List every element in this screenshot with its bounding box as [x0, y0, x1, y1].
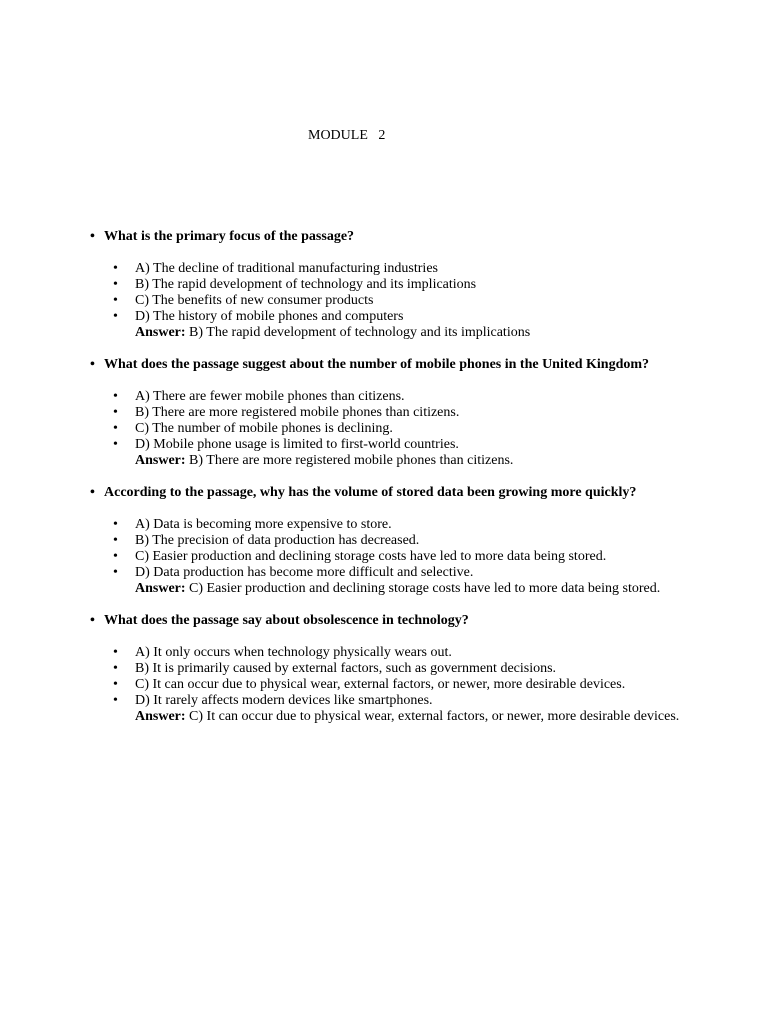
option-item: • A) Data is becoming more expensive to store.	[113, 517, 392, 532]
option-item: • A) It only occurs when technology physically wears out.	[113, 645, 452, 660]
option-item: • C) Easier production and declining storage costs have led to more data being stored.	[113, 549, 607, 564]
option-item: • B) The rapid development of technology and its implications	[113, 277, 477, 292]
bullet-icon: •	[113, 549, 118, 564]
bullet-icon: •	[113, 405, 118, 420]
page-title: MODULE 2	[308, 128, 386, 143]
option-item: • B) The precision of data production has decreased.	[113, 533, 420, 548]
bullet-icon: •	[113, 293, 118, 308]
option-item: • D) Data production has become more difficult and selective.	[113, 565, 474, 580]
bullet-icon: •	[113, 261, 118, 276]
bullet-icon: •	[113, 421, 118, 436]
bullet-icon: •	[90, 485, 95, 500]
question-text: • What is the primary focus of the passage?	[90, 229, 355, 244]
bullet-icon: •	[113, 661, 118, 676]
bullet-icon: •	[113, 645, 118, 660]
option-item: • C) The number of mobile phones is declining.	[113, 421, 393, 436]
question-text: • What does the passage suggest about the number of mobile phones in the United Kingdom?	[90, 357, 650, 372]
option-list	[90, 389, 690, 453]
bullet-icon: •	[113, 437, 118, 452]
option-item: • C) The benefits of new consumer products	[113, 293, 374, 308]
option-list	[90, 261, 690, 325]
option-item: • D) The history of mobile phones and computers	[113, 309, 404, 324]
answer-line	[90, 709, 690, 725]
bullet-icon: •	[90, 229, 95, 244]
bullet-icon: •	[90, 357, 95, 372]
question-text: • According to the passage, why has the volume of stored data been growing more quickly?	[90, 485, 637, 500]
answer-line	[90, 581, 690, 597]
bullet-icon: •	[113, 389, 118, 404]
question-block-1	[90, 229, 690, 341]
bullet-icon: •	[113, 565, 118, 580]
option-item: • D) Mobile phone usage is limited to first-world countries.	[113, 437, 459, 452]
option-list	[90, 645, 690, 709]
question-list	[90, 229, 690, 741]
option-item: • A) The decline of traditional manufacturing industries	[113, 261, 438, 276]
bullet-icon: •	[113, 533, 118, 548]
option-item: • B) It is primarily caused by external factors, such as government decisions.	[113, 661, 557, 676]
option-item: • C) It can occur due to physical wear, external factors, or newer, more desirable devices.	[113, 677, 626, 692]
bullet-icon: •	[113, 309, 118, 324]
answer-label: Answer:	[135, 709, 186, 724]
answer-line	[90, 325, 690, 341]
question-block-4	[90, 613, 690, 725]
bullet-icon: •	[113, 677, 118, 692]
answer-text: B) The rapid development of technology and its implications	[185, 325, 531, 340]
bullet-icon: •	[113, 277, 118, 292]
answer-label: Answer:	[135, 325, 186, 340]
question-block-2	[90, 357, 690, 469]
option-item: • D) It rarely affects modern devices like smartphones.	[113, 693, 433, 708]
answer-text: C) Easier production and declining storage costs have led to more data being stored.	[185, 581, 661, 596]
question-text: • What does the passage say about obsolescence in technology?	[90, 613, 469, 628]
option-item: • A) There are fewer mobile phones than citizens.	[113, 389, 405, 404]
question-block-3	[90, 485, 690, 597]
answer-text: B) There are more registered mobile phones than citizens.	[185, 453, 514, 468]
bullet-icon: •	[113, 693, 118, 708]
answer-text: C) It can occur due to physical wear, external factors, or newer, more desirable devices.	[185, 709, 680, 724]
answer-label: Answer:	[135, 453, 186, 468]
answer-line	[90, 453, 690, 469]
option-list	[90, 517, 690, 581]
answer-label: Answer:	[135, 581, 186, 596]
bullet-icon: •	[113, 517, 118, 532]
bullet-icon: •	[90, 613, 95, 628]
option-item: • B) There are more registered mobile phones than citizens.	[113, 405, 460, 420]
